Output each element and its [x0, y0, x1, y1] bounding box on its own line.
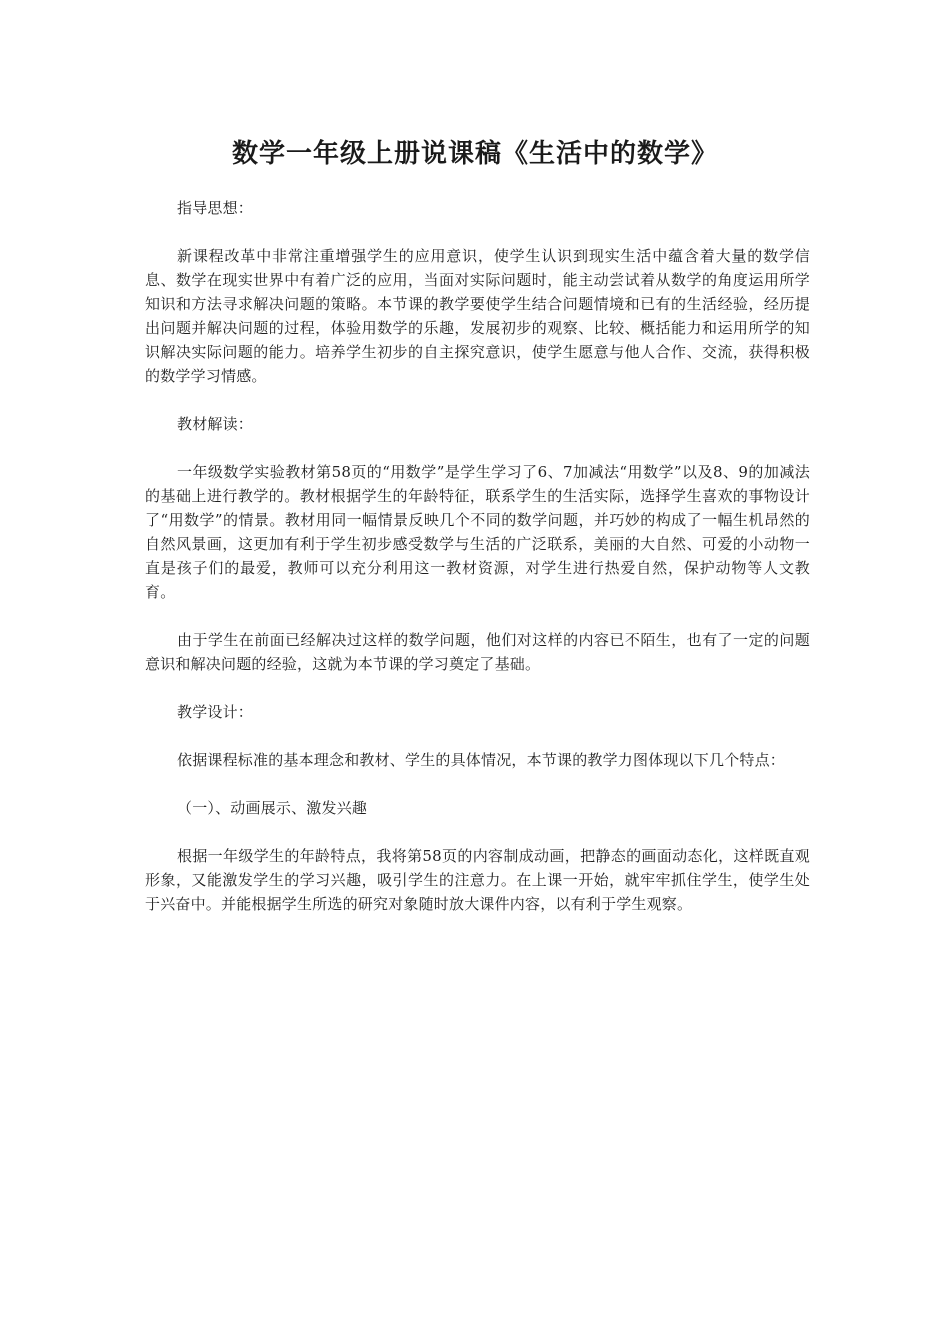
section-heading-teaching-design: 教学设计： [177, 703, 254, 721]
paragraph-teaching-design: 依据课程标准的基本理念和教材、学生的具体情况，本节课的教学力图体现以下几个特点： [177, 751, 786, 769]
subsection-heading-animation: （一）、动画展示、激发兴趣 [177, 799, 368, 817]
document-title: 数学一年级上册说课稿《生活中的数学》 [231, 139, 718, 169]
paragraph-animation: 根据一年级学生的年龄特点，我将第58页的内容制成动画，把静态的画面动态化，这样既直观形象，又能激发学生的学习兴趣，吸引学生的注意力。在上课一开始，就牢牢抓住学生，使学生处于兴奋中。并能根据学生所选的研究对象随时放大课件内容，以有利于学生观察。 [145, 847, 810, 913]
section-heading-guiding-ideas: 指导思想： [177, 199, 254, 217]
paragraph-student-background: 由于学生在前面已经解决过这样的数学问题，他们对这样的内容已不陌生，也有了一定的问题意识和解决问题的经验，这就为本节课的学习奠定了基础。 [145, 631, 810, 673]
paragraph-guiding-ideas: 新课程改革中非常注重增强学生的应用意识，使学生认识到现实生活中蕴含着大量的数学信息、数学在现实世界中有着广泛的应用，当面对实际问题时，能主动尝试着从数学的角度运用所学知识和方法寻求解决问题的策略。本节课的教学要使学生结合问题情境和已有的生活经验，经历提出问题并解决问题的过程，体验用数学的乐趣，发展初步的观察、比较、概括能力和运用所学的知识解决实际问题的能力。培养学生初步的自主探究意识，使学生愿意与他人合作、交流，获得积极的数学学习情感。 [145, 247, 810, 385]
document-body [145, 196, 810, 940]
paragraph-textbook-analysis: 一年级数学实验教材第58页的“用数学”是学生学习了6、7加减法“用数学”以及8、9的加减法的基础上进行教学的。教材根据学生的年龄特征，联系学生的生活实际，选择学生喜欢的事物设计了“用数学”的情景。教材用同一幅情景反映几个不同的数学问题，并巧妙的构成了一幅生机昂然的自然风景画，这更加有利于学生初步感受数学与生活的广泛联系，美丽的大自然、可爱的小动物一直是孩子们的最爱，教师可以充分利用这一教材资源，对学生进行热爱自然，保护动物等人文教育。 [145, 463, 810, 601]
section-heading-textbook-analysis: 教材解读： [177, 415, 254, 433]
